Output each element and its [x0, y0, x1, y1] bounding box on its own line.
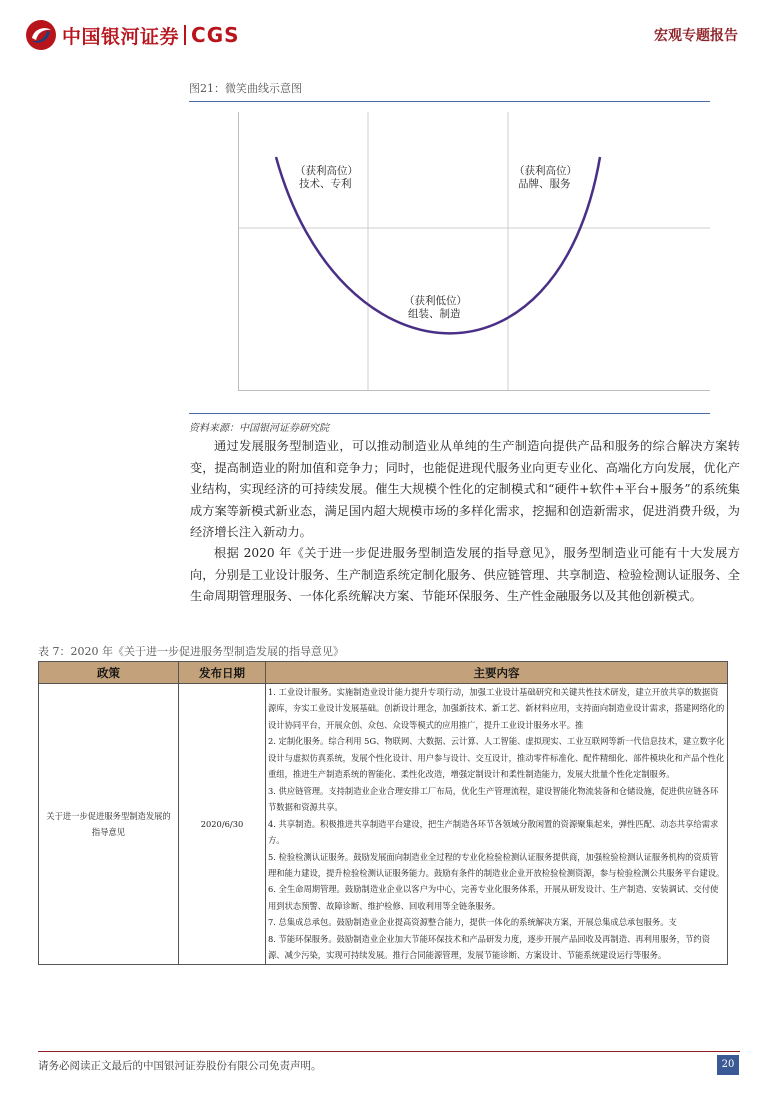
- cgs-logo-icon: [24, 18, 58, 52]
- figure-title: 图21：微笑曲线示意图: [189, 80, 710, 102]
- footer-rule: [38, 1051, 740, 1052]
- body-paragraph-1: 通过发展服务型制造业，可以推动制造业从单纯的生产制造向提供产品和服务的综合解决方案转变，提高制造业的附加值和竞争力；同时，也能促进现代服务业向更专业化、高端化方向发展，优化产业结构，实现经济的可持续发展。催生大规模个性化的定制模式和“硬件+软件+平台+服务”的系统集成方案等新模式新业态，满足国内超大规模市场的多样化需求，挖掘和创造新需求，促进消费升级，为经济增长注入新动力。: [190, 439, 740, 539]
- cell-content: [266, 684, 728, 965]
- page-number: 20: [717, 1055, 739, 1075]
- label-right-top: （获利高位）: [514, 165, 577, 177]
- table-title: 表 7：2020 年《关于进一步促进服务型制造发展的指导意见》: [38, 645, 344, 658]
- logo-divider: [184, 25, 186, 45]
- content-item: 3. 供应链管理。支持制造业企业合理安排工厂布局，优化生产管理流程，建设智能化物流装备和仓储设施，促进供应链各环节数据和资源共享。: [268, 785, 719, 813]
- content-item: 4. 共享制造。积极推进共享制造平台建设，把生产制造各环节各领域分散闲置的资源聚集起来，弹性匹配、动态共享给需求方。: [268, 818, 719, 846]
- logo-english-text: CGS: [191, 23, 240, 47]
- footer-disclaimer: 请务必阅读正文最后的中国银河证券股份有限公司免责声明。: [38, 1060, 322, 1072]
- label-center-bottom: 组装、制造: [408, 308, 461, 320]
- cell-policy-name: 关于进一步促进服务型制造发展的指导意见: [39, 684, 179, 965]
- label-center-top: （获利低位）: [404, 295, 467, 307]
- content-item: 8. 节能环保服务。鼓励制造业企业加大节能环保技术和产品研发力度，逐步开展产品回收及再制造、再利用服务，节约资源、减少污染，实现可持续发展。推行合同能源管理，发展节能诊断、方案设计、节能系统建设运行等服务。: [268, 933, 710, 961]
- figure-source: 资料来源：中国银河证券研究院: [189, 423, 329, 434]
- header-policy: 政策: [39, 662, 179, 684]
- content-item: 6. 全生命周期管理。鼓励制造业企业以客户为中心，完善专业化服务体系，开展从研发设计、生产制造、安装调试、交付使用到状态预警、故障诊断、维护检修、回收利用等全链条服务。: [268, 884, 719, 911]
- label-right-bottom: 品牌、服务: [518, 178, 571, 190]
- content-item: 7. 总集成总承包。鼓励制造业企业提高资源整合能力，提供一体化的系统解决方案，开展总集成总承包服务。支: [268, 917, 677, 928]
- label-left-bottom: 技术、专利: [299, 178, 352, 190]
- figure-bottom-rule: [189, 413, 710, 414]
- report-type: 宏观专题报告: [654, 28, 738, 44]
- table-row: [39, 684, 728, 965]
- label-left-top: （获利高位）: [295, 165, 358, 177]
- table-header-row: [39, 662, 728, 684]
- smile-curve-diagram: [238, 112, 710, 394]
- page-header: [24, 18, 740, 54]
- header-content: 主要内容: [266, 662, 728, 684]
- cell-date: 2020/6/30: [179, 684, 266, 965]
- content-item: 2. 定制化服务。综合利用 5G、物联网、大数据、云计算、人工智能、虚拟现实、工业互联网等新一代信息技术，建立数字化设计与虚拟仿真系统，发展个性化设计、用户参与设计、交互设计，推动零件标准化、配件精细化、部件模块化和产品个性化重组，推进生产制造系统的智能化、柔性化改造，增强定制设计和柔性制造能力，发展大批量个性化定制服务。: [268, 736, 725, 780]
- header-date: 发布日期: [179, 662, 266, 684]
- logo-chinese-text: 中国银河证券: [62, 25, 180, 48]
- content-item: 5. 检验检测认证服务。鼓励发展面向制造业全过程的专业化检验检测认证服务提供商，加强检验检测认证服务机构的资质管理和能力建设，提升检验检测认证服务能力。鼓励有条件的制造业企业开放检验检测资源，参与检验检测公共服务平台建设。: [268, 851, 725, 878]
- content-item: 1. 工业设计服务。实施制造业设计能力提升专项行动，加强工业设计基础研究和关键共性技术研发，建立开放共享的数据资源库，夯实工业设计发展基础。创新设计理念，加强新技术、新工艺、新材料应用，支持面向制造业设计需求，搭建网络化的设计协同平台，开展众创、众包、众设等模式的应用推广，提升工业设计服务水平。推: [268, 687, 725, 730]
- policy-table: [38, 661, 728, 965]
- company-logo: [24, 18, 240, 52]
- body-paragraph-2: 根据 2020 年《关于进一步促进服务型制造发展的指导意见》，服务型制造业可能有十大发展方向，分别是工业设计服务、生产制造系统定制化服务、供应链管理、共享制造、检验检测认证服务、全生命周期管理服务、一体化系统解决方案、节能环保服务、生产性金融服务以及其他创新模式。: [190, 546, 740, 603]
